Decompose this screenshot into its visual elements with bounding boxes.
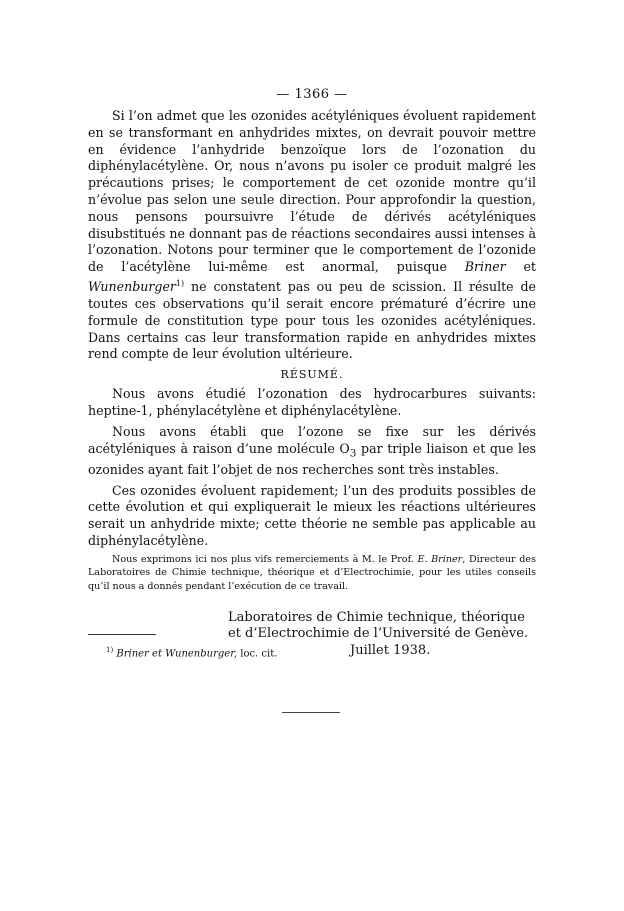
author-briner: Briner (464, 259, 506, 275)
ack-text-2: , Directeur des Laboratoires de Chimie technique, théorique et d’Electrochimie, pour les utiles conseils qu’il nous a donnés pendant l’exécution de ce travail. (88, 553, 536, 593)
footnote (106, 644, 277, 660)
resume-p2-text-1: Nous avons établi que l’ozone se fixe sur les dérivés acétyléniques à raison d’une molécule O (88, 423, 536, 456)
subscript-3: 3 (349, 447, 357, 460)
resume-heading: RÉSUMÉ. (280, 368, 344, 382)
ack-name: E. Briner (417, 553, 463, 565)
acknowledgement (88, 553, 536, 594)
author-wunenburger: Wunenburger (88, 279, 176, 295)
footnote-reference[interactable]: 1) (175, 278, 185, 288)
ack-text-1: Nous exprimons ici nos plus vifs remerciements à M. le Prof. (112, 553, 418, 565)
footnote-citation: loc. cit. (237, 648, 278, 660)
paragraph-text-2: ne constatent pas ou peu de scission. Il résulte de toutes ces observations qu’il serait encore prématuré d’écrire une formule de constitution type pour tous les ozonides acétyléniques. Dans certains cas leur transformation rapide en anhydrides mixtes rend compte de leur évolution ultérieure. (88, 279, 536, 362)
body-text (88, 108, 536, 660)
resume-paragraph-1: Nous avons étudié l’ozonation des hydrocarbures suivants: heptine-1, phénylacétylène et diphénylacétylène. (88, 386, 536, 418)
paragraph-conclusion (88, 108, 536, 363)
signature-date: Juillet 1938. (350, 643, 431, 659)
footnote-divider (88, 634, 156, 635)
signature-line-2: et d’Electrochimie de l’Université de Genève. (228, 626, 529, 642)
signature-line-1: Laboratoires de Chimie technique, théorique (228, 609, 525, 625)
author-conjunction: et (505, 259, 536, 275)
page-number: — 1366 — (276, 87, 348, 102)
resume-paragraph-2 (88, 424, 536, 479)
resume-p2-text-2: par triple liaison et que les ozonides ayant fait l’objet de nos recherches sont très instables. (88, 440, 536, 477)
footnote-authors: Briner et Wunenburger, (116, 648, 238, 660)
paragraph-text-1: Si l’on admet que les ozonides acétyléniques évoluent rapidement en se transformant en anhydrides mixtes, on devrait pouvoir mettre en évidence l’anhydride benzoïque lors de l’ozonation du diphénylacétylène. Or, nous n’avons pu isoler ce produit malgré les précautions prises; le comportement de cet ozonide montre qu’il n’évolue pas selon une seule direction. Pour approfondir la question, nous pensons poursuivre l’étude de dérivés acétyléniques disubstitués ne donnant pas de réactions secondaires aussi intenses à l’ozonation. Notons pour terminer que le comportement de l’ozonide de l’acétylène lui-même est anormal, puisque (88, 108, 536, 275)
footnote-marker: 1) (106, 646, 114, 654)
resume-section (88, 386, 536, 550)
resume-paragraph-3: Ces ozonides évoluent rapidement; l’un des produits possibles de cette évolution et qui expliquerait le mieux les réactions ultérieures serait un anhydride mixte; cette théorie ne semble pas applicable au diphénylacétylène. (88, 482, 536, 549)
end-rule (282, 712, 340, 713)
